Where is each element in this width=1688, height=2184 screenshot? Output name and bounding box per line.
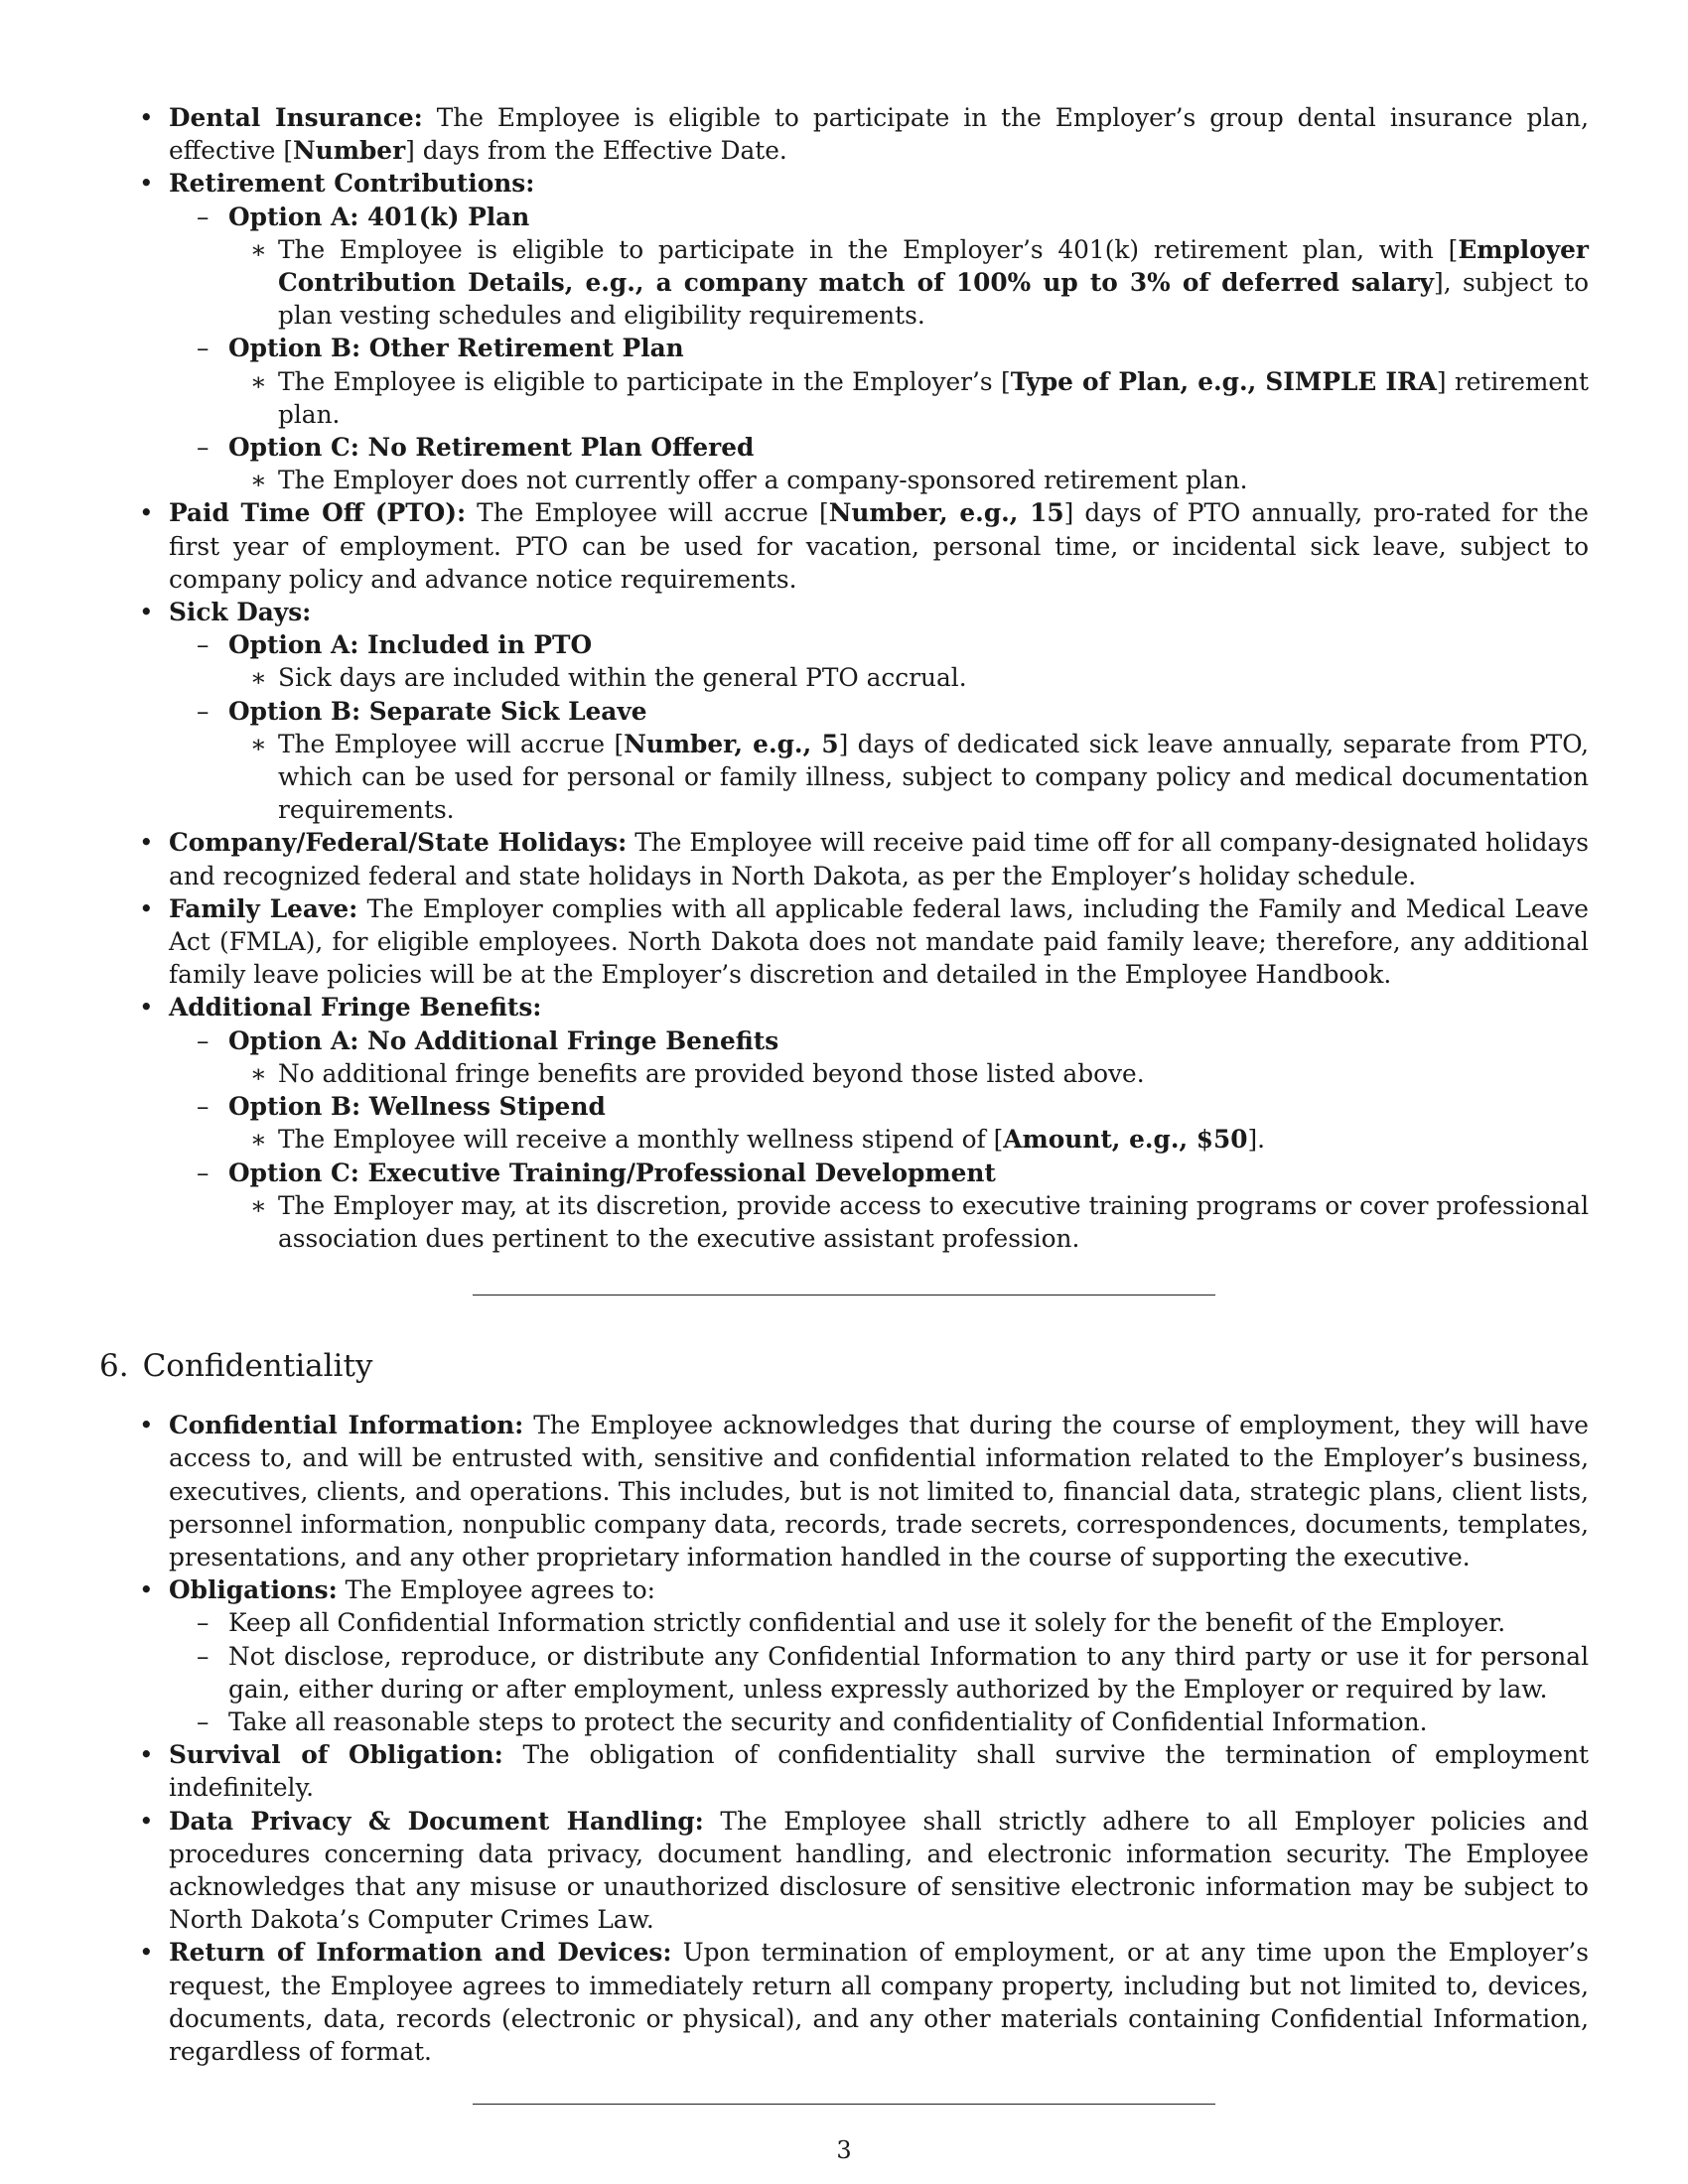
sick-option-b: [169, 695, 1589, 827]
survival-text: The obligation of confidentiality shall survive the termination of employment indefinitely.: [169, 1740, 1590, 1803]
sick-option-b-label: Option B: Separate Sick Leave: [228, 696, 647, 726]
data-privacy-text: The Employee shall strictly adhere to all Employer policies and procedures concerning data privacy, document handling, and electronic information security. The Employee acknowledges that any misuse or unauthorized disclosure of sensitive electronic information may be subject to North Dakota’s Computer Crimes Law.: [169, 1806, 1589, 1935]
retirement-option-b-text-2: ] retirement plan.: [278, 366, 1589, 429]
retirement-option-a-text: [228, 233, 1589, 333]
retirement-option-b-text-1: The Employee is eligible to participate in the Employer’s [: [278, 366, 1011, 396]
section-divider: [473, 2104, 1215, 2105]
sick-days-label: Sick Days:: [169, 598, 312, 627]
sick-option-a-details: [228, 661, 1589, 694]
retirement-option-c-text: ∗ The Employer does not currently offer a company-sponsored retirement plan.: [228, 464, 1589, 496]
dental-insurance-item: • Dental Insurance: The Employee is eligible to participate in the Employer’s group dental insurance plan, effective [Number] days from the Effective Date.: [99, 101, 1589, 167]
fringe-option-a-label: Option A: No Additional Fringe Benefits: [228, 1025, 779, 1055]
retirement-option-b-label: Option B: Other Retirement Plan: [228, 334, 684, 363]
sick-days-options: [169, 628, 1589, 826]
obligation-item: – Take all reasonable steps to protect the security and confidentiality of Confidential Information.: [169, 1706, 1589, 1738]
fringe-option-b-text-2: ].: [1247, 1125, 1266, 1155]
section-6-title: Confidentiality: [142, 1348, 373, 1385]
data-privacy-item: [99, 1805, 1589, 1937]
retirement-label: Retirement Contributions:: [169, 169, 535, 199]
confidentiality-list: [99, 1409, 1589, 2068]
sick-option-b-details: [228, 728, 1589, 827]
sick-option-b-text-2: ] days of dedicated sick leave annually, separate from PTO, which can be used for personal or family illness, subject to company policy and medical documentation requirements.: [278, 729, 1589, 825]
family-leave-text: The Employer complies with all applicable federal laws, including the Family and Medical Leave Act (FMLA), for eligible employees. North Dakota does not mandate paid family leave; therefore, any additional family leave policies will be at the Employer’s discretion and detailed in the Employee Handbook.: [169, 893, 1589, 990]
confidential-information-label: Confidential Information:: [169, 1411, 524, 1440]
dental-text-1: The Employee is eligible to participate in the Employer’s group dental insurance plan, effective: [169, 103, 1589, 166]
pto-text-1: The Employee will accrue [: [466, 498, 829, 528]
confidential-information-text: The Employee acknowledges that during the course of employment, they will have access to, and will be entrusted with, sensitive and confidential information related to the Employer’s business, executives, clients, and operations. This includes, but is not limited to, financial data, strategic plans, client lists, personnel information, nonpublic company data, records, trade secrets, correspondences, documents, templates, presentations, and any other proprietary information handled in the course of supporting the executive.: [169, 1411, 1589, 1571]
retirement-option-b-details: [228, 365, 1589, 431]
fringe-benefits-label: Additional Fringe Benefits:: [169, 993, 542, 1023]
fringe-option-c: [169, 1157, 1589, 1256]
page-content: [99, 101, 1589, 2105]
section-divider: [473, 1295, 1215, 1296]
sick-option-a: [169, 628, 1589, 694]
obligations-label: Obligations:: [169, 1575, 338, 1605]
retirement-option-b-placeholder: Type of Plan, e.g., SIMPLE IRA: [1010, 366, 1437, 396]
fringe-option-b: [169, 1090, 1589, 1156]
pto-text-2: ] days of PTO annually, pro-rated for the first year of employment. PTO can be used for vacation, personal time, or incidental sick leave, subject to company policy and advance notice requirements.: [169, 498, 1589, 594]
fringe-option-b-text-1: The Employee will receive a monthly wellness stipend of [: [278, 1125, 1004, 1155]
retirement-option-c-details: [228, 464, 1589, 496]
holidays-text: The Employee will receive paid time off for all company-designated holidays and recognized federal and state holidays in North Dakota, as per the Employer’s holiday schedule.: [169, 828, 1589, 890]
fringe-option-b-label: Option B: Wellness Stipend: [228, 1092, 606, 1122]
sick-option-b-text-1: The Employee will accrue [: [278, 729, 625, 758]
retirement-option-a-label: Option A: 401(k) Plan: [228, 202, 530, 231]
retirement-option-c: [169, 431, 1589, 496]
survival-label: Survival of Obligation:: [169, 1740, 503, 1770]
section-6-number: 6.: [99, 1348, 129, 1385]
fringe-option-b-placeholder: Amount, e.g., $50: [1003, 1125, 1248, 1155]
family-leave-item: [99, 892, 1589, 992]
dental-placeholder: Number: [293, 136, 406, 166]
pto-item: [99, 496, 1589, 596]
fringe-option-a: [169, 1024, 1589, 1090]
section-6-heading: [99, 1347, 1589, 1385]
fringe-option-a-details: [228, 1057, 1589, 1090]
retirement-option-a: [169, 201, 1589, 333]
page-number: 3: [836, 2136, 852, 2164]
fringe-option-a-text: ∗ No additional fringe benefits are provided beyond those listed above.: [228, 1057, 1589, 1090]
return-of-information-label: Return of Information and Devices:: [169, 1938, 672, 1968]
retirement-option-a-text-1: The Employee is eligible to participate in the Employer’s 401(k) retirement plan, with [: [278, 234, 1459, 264]
retirement-option-b-text: [228, 365, 1589, 431]
return-of-information-text: Upon termination of employment, or at any time upon the Employer’s request, the Employee agrees to immediately return all company property, including but not limited to, devices, documents, data, records (electronic or physical), and any other materials containing Confidential Information, regardless of format.: [169, 1938, 1589, 2066]
fringe-option-c-details: [228, 1189, 1589, 1255]
sick-option-b-text: [228, 728, 1589, 827]
retirement-option-b: [169, 332, 1589, 431]
sick-days-item: [99, 596, 1589, 826]
pto-label: Paid Time Off (PTO):: [169, 498, 467, 528]
dental-label: Dental Insurance:: [169, 103, 423, 132]
retirement-option-a-details: [228, 233, 1589, 333]
obligation-item: – Keep all Confidential Information strictly confidential and use it solely for the benefit of the Employer.: [169, 1606, 1589, 1639]
fringe-option-b-details: [228, 1123, 1589, 1156]
sick-option-a-text: ∗ Sick days are included within the general PTO accrual.: [228, 661, 1589, 694]
fringe-options: [169, 1024, 1589, 1255]
family-leave-label: Family Leave:: [169, 893, 358, 923]
obligations-sublist: [169, 1606, 1589, 1738]
sick-option-a-label: Option A: Included in PTO: [228, 630, 593, 660]
dental-text-2: days from the Effective Date.: [414, 136, 787, 166]
fringe-option-c-label: Option C: Executive Training/Professional Development: [228, 1158, 996, 1187]
benefits-list: [99, 101, 1589, 1255]
obligations-item: [99, 1573, 1589, 1738]
data-privacy-label: Data Privacy & Document Handling:: [169, 1806, 704, 1836]
holidays-item: [99, 826, 1589, 891]
fringe-option-b-text: [228, 1123, 1589, 1156]
survival-item: [99, 1738, 1589, 1804]
retirement-option-a-text-2: ], subject to plan vesting schedules and eligibility requirements.: [278, 268, 1589, 331]
retirement-options: [169, 201, 1589, 497]
retirement-item: [99, 167, 1589, 496]
obligations-text: The Employee agrees to:: [337, 1575, 656, 1605]
obligation-item: – Not disclose, reproduce, or distribute any Confidential Information to any third party or use it for personal gain, either during or after employment, unless expressly authorized by the Employer or required by law.: [169, 1640, 1589, 1706]
return-of-information-item: [99, 1936, 1589, 2068]
retirement-option-a-placeholder: Employer Contribution Details, e.g., a company match of 100% up to 3% of deferred salary: [278, 234, 1589, 298]
holidays-label: Company/Federal/State Holidays:: [169, 828, 628, 858]
pto-placeholder: Number, e.g., 15: [828, 498, 1064, 528]
retirement-option-c-label: Option C: No Retirement Plan Offered: [228, 433, 755, 463]
confidential-information-item: [99, 1409, 1589, 1573]
fringe-benefits-item: [99, 991, 1589, 1255]
fringe-option-c-text: ∗ The Employer may, at its discretion, provide access to executive training programs or cover professional association dues pertinent to the executive assistant profession.: [228, 1189, 1589, 1255]
sick-option-b-placeholder: Number, e.g., 5: [624, 729, 839, 758]
